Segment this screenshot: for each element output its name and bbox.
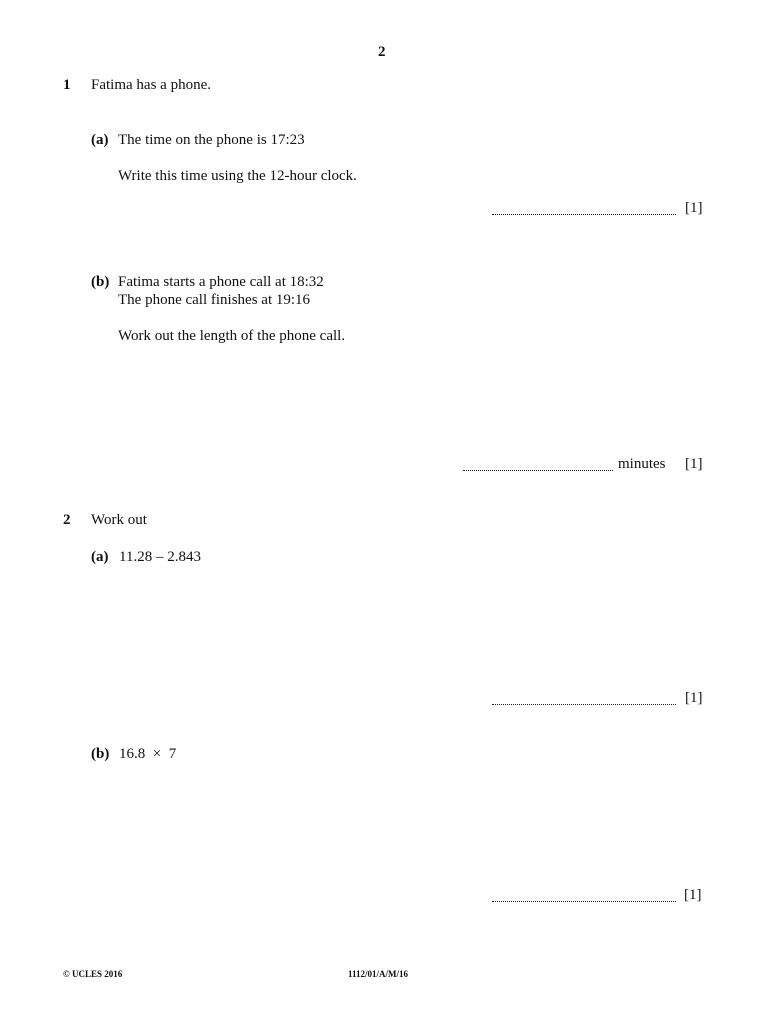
question-1-number: 1 bbox=[63, 77, 71, 93]
footer-paper-code: 1112/01/A/M/16 bbox=[348, 969, 409, 979]
question-1b-label: (b) bbox=[91, 274, 110, 290]
answer-line-2a[interactable] bbox=[492, 690, 678, 710]
footer-copyright: © UCLES 2016 bbox=[63, 969, 123, 979]
question-1-stem: Fatima has a phone. bbox=[91, 77, 211, 93]
question-1b-line-1: Fatima starts a phone call at 18:32 bbox=[118, 274, 324, 290]
question-2b-label: (b) bbox=[91, 746, 110, 762]
question-2a-expression: 11.28 – 2.843 bbox=[119, 549, 201, 565]
page-number: 2 bbox=[378, 44, 386, 60]
question-2a-label: (a) bbox=[91, 549, 109, 565]
marks-2b: [1] bbox=[684, 887, 702, 903]
question-2-number: 2 bbox=[63, 512, 71, 528]
answer-line-1b[interactable] bbox=[463, 456, 615, 476]
unit-minutes: minutes bbox=[618, 456, 666, 472]
question-1b-line-2: The phone call finishes at 19:16 bbox=[118, 292, 311, 308]
question-2b-expression: 16.8 × 7 bbox=[119, 746, 177, 762]
answer-line-2b[interactable] bbox=[492, 887, 678, 907]
marks-1a: [1] bbox=[685, 200, 703, 216]
question-2-stem: Work out bbox=[91, 512, 147, 528]
answer-line-1a[interactable] bbox=[492, 200, 678, 220]
question-1a-label: (a) bbox=[91, 132, 109, 148]
question-1b-line-3: Work out the length of the phone call. bbox=[118, 328, 346, 344]
question-1a-line-1: The time on the phone is 17:23 bbox=[118, 132, 305, 148]
marks-1b: [1] bbox=[685, 456, 703, 472]
marks-2a: [1] bbox=[685, 690, 703, 706]
question-1a-line-2: Write this time using the 12-hour clock. bbox=[118, 168, 357, 184]
